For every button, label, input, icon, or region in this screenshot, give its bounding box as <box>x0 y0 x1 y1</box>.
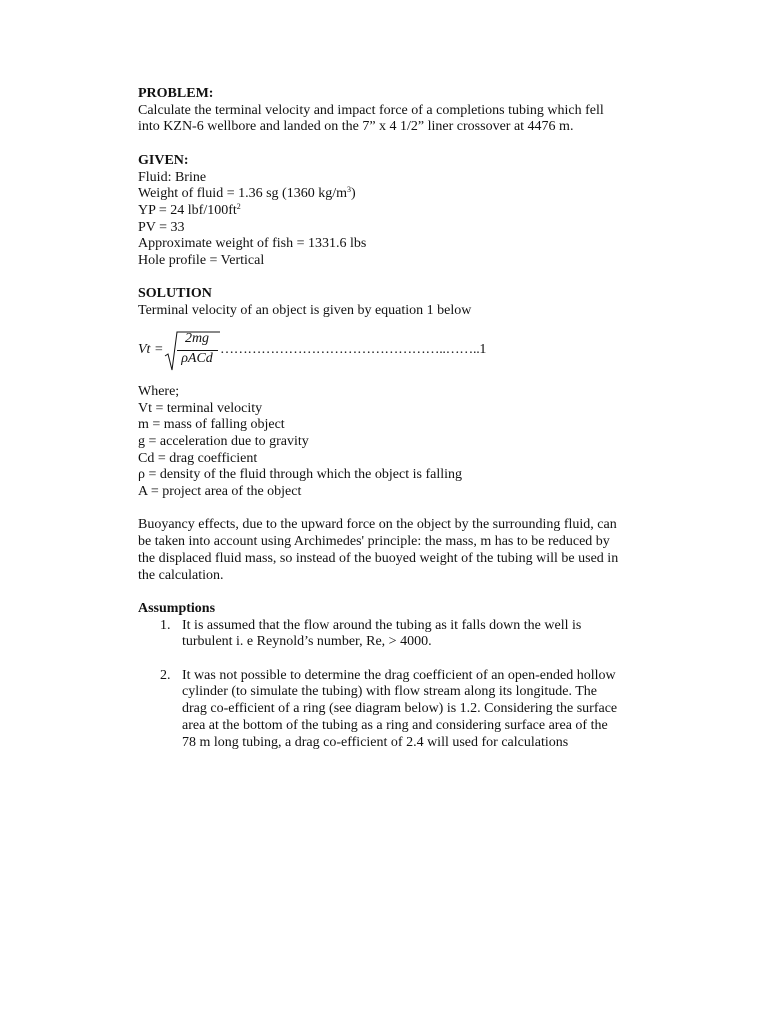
assumption-1-line-2: turbulent i. e Reynold’s number, Re, > 4000. <box>182 634 432 650</box>
equation-lhs: Vt = <box>138 341 164 357</box>
spacer <box>138 584 638 601</box>
definition-a: A = project area of the object <box>138 484 302 500</box>
given-weight-text: Weight of fluid = 1.36 sg (1360 kg/m <box>138 186 347 202</box>
problem-heading: PROBLEM: <box>138 86 214 101</box>
given-fluid: Fluid: Brine <box>138 169 207 185</box>
definition-cd: Cd = drag coefficient <box>138 450 258 466</box>
assumption-2-line-5: 78 m long tubing, a drag co-efficient of 2.4 will used for calculations <box>182 734 569 750</box>
assumptions-heading: Assumptions <box>138 600 216 616</box>
assumption-2-line-2: cylinder (to simulate the tubing) with flow stream along its longitude. The <box>182 684 597 700</box>
problem-line-1: Calculate the terminal velocity and impact force of a completions tubing which fell <box>138 102 604 118</box>
given-pv: PV = 33 <box>138 219 185 235</box>
assumption-2-line-1: It was not possible to determine the drag coefficient of an open-ended hollow <box>182 667 616 683</box>
terminal-velocity-equation <box>138 330 638 374</box>
given-weight-superscript: 3 <box>346 185 351 195</box>
spacer <box>138 270 638 287</box>
given-yp-text: YP = 24 lbf/100ft <box>138 202 237 218</box>
given-yp <box>138 203 638 220</box>
assumption-number: 1. <box>160 617 171 633</box>
given-hole-profile: Hole profile = Vertical <box>138 253 265 269</box>
given-weight-close: ) <box>350 186 356 202</box>
assumption-2-line-3: drag co-efficient of a ring (see diagram below) is 1.2. Considering the surface <box>182 701 618 717</box>
solution-intro: Terminal velocity of an object is given by equation 1 below <box>138 303 472 319</box>
assumption-1-line-1: It is assumed that the flow around the tubing as it falls down the well is <box>182 617 582 633</box>
given-heading: GIVEN: <box>138 152 189 168</box>
spacer <box>138 136 638 153</box>
definition-m: m = mass of falling object <box>138 417 285 433</box>
spacer <box>138 651 628 668</box>
equation-leader-dots: …………………………………………..……..1 <box>220 341 487 357</box>
solution-heading: SOLUTION <box>138 286 212 302</box>
assumptions-list <box>138 618 638 752</box>
assumption-number: 2. <box>160 667 171 683</box>
spacer <box>138 501 638 518</box>
equation-numerator: 2mg <box>184 330 210 346</box>
buoyancy-line-4: the calculation. <box>138 567 224 583</box>
buoyancy-line-3: the displaced fluid mass, so instead of the buoyed weight of the tubing will be used in <box>138 550 619 566</box>
given-weight <box>138 186 638 203</box>
definition-vt: Vt = terminal velocity <box>138 400 263 416</box>
buoyancy-line-2: be taken into account using Archimedes' principle: the mass, m has to be reduced by <box>138 534 610 550</box>
where-label: Where; <box>138 383 180 399</box>
definition-rho: ρ = density of the fluid through which the object is falling <box>138 467 462 483</box>
definition-g: g = acceleration due to gravity <box>138 433 309 449</box>
equation-denominator: ρACd <box>181 350 213 366</box>
assumption-2-line-4: area at the bottom of the tubing as a ring and considering surface area of the <box>182 717 608 733</box>
given-yp-superscript: 2 <box>236 201 241 211</box>
assumption-item-2 <box>138 668 628 752</box>
given-fish-weight: Approximate weight of fish = 1331.6 lbs <box>138 236 367 252</box>
buoyancy-line-1: Buoyancy effects, due to the upward force on the object by the surrounding fluid, can <box>138 517 617 533</box>
document-page <box>138 86 638 751</box>
assumption-item-1 <box>138 618 628 651</box>
problem-line-2: into KZN-6 wellbore and landed on the 7” x 4 1/2” liner crossover at 4476 m. <box>138 119 574 135</box>
